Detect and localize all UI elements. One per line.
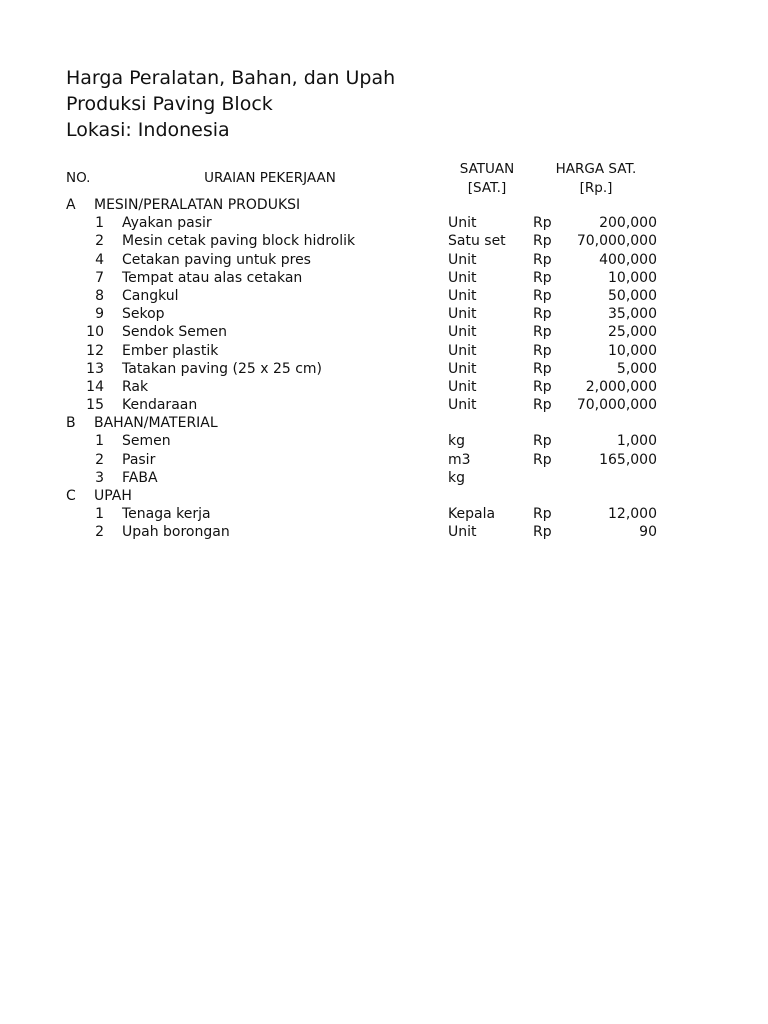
section-code: B — [66, 415, 76, 432]
section-row — [0, 487, 768, 505]
item-description: Sekop — [122, 306, 165, 323]
item-number: 8 — [95, 287, 104, 304]
item-description: Sendok Semen — [122, 324, 228, 341]
section-title: MESIN/PERALATAN PRODUKSI — [94, 197, 301, 213]
item-price: 400,000 — [599, 251, 657, 268]
item-price: 200,000 — [599, 215, 657, 232]
item-price: 90 — [639, 524, 657, 541]
item-unit: Unit — [448, 360, 477, 377]
item-unit: Unit — [448, 324, 477, 341]
item-currency: Rp — [533, 397, 552, 414]
item-description: Tenaga kerja — [122, 506, 211, 523]
table-row — [0, 287, 768, 305]
item-price: 10,000 — [608, 342, 657, 359]
item-unit: kg — [448, 433, 465, 450]
item-currency: Rp — [533, 269, 552, 286]
table-row — [0, 396, 768, 414]
item-unit: Unit — [448, 287, 477, 304]
item-unit: Unit — [448, 215, 477, 232]
item-description: Tempat atau alas cetakan — [122, 269, 303, 286]
item-unit: Unit — [448, 269, 477, 286]
item-currency: Rp — [533, 324, 552, 341]
item-description: Cangkul — [122, 287, 179, 304]
item-number: 9 — [95, 306, 104, 323]
table-row — [0, 523, 768, 541]
item-currency: Rp — [533, 287, 552, 304]
item-price: 2,000,000 — [585, 378, 657, 395]
item-description: Upah borongan — [122, 524, 230, 541]
item-price: 70,000,000 — [576, 233, 657, 250]
item-price: 35,000 — [608, 306, 657, 323]
item-number: 2 — [95, 524, 104, 541]
table-row — [0, 269, 768, 287]
item-currency: Rp — [533, 306, 552, 323]
table-row — [0, 251, 768, 269]
item-price: 25,000 — [608, 324, 657, 341]
item-number: 7 — [95, 269, 104, 286]
item-number: 2 — [95, 451, 104, 468]
table-row — [0, 451, 768, 469]
item-currency: Rp — [533, 233, 552, 250]
item-description: Tatakan paving (25 x 25 cm) — [122, 360, 323, 377]
item-number: 13 — [86, 360, 104, 377]
item-currency: Rp — [533, 251, 552, 268]
item-currency: Rp — [533, 451, 552, 468]
title-line-3: Lokasi: Indonesia — [66, 119, 230, 141]
item-unit: Unit — [448, 342, 477, 359]
item-number: 12 — [86, 342, 104, 359]
item-unit: Kepala — [448, 506, 496, 523]
section-title: BAHAN/MATERIAL — [94, 415, 218, 432]
item-number: 3 — [95, 469, 104, 486]
item-unit: kg — [448, 469, 465, 486]
item-price: 12,000 — [608, 506, 657, 523]
section-code: A — [66, 197, 76, 213]
section-title: UPAH — [94, 488, 132, 504]
item-price: 5,000 — [616, 360, 657, 377]
table-row — [0, 360, 768, 378]
item-description: Ayakan pasir — [122, 215, 212, 232]
header-no: NO. — [66, 170, 91, 186]
item-currency: Rp — [533, 433, 552, 450]
title-line-1: Harga Peralatan, Bahan, dan Upah — [66, 67, 396, 89]
item-description: Ember plastik — [122, 342, 219, 359]
item-number: 1 — [95, 506, 104, 523]
header-harga: HARGA SAT. — [555, 161, 637, 177]
item-unit: Unit — [448, 251, 477, 268]
item-currency: Rp — [533, 215, 552, 232]
table-row — [0, 432, 768, 450]
table-row — [0, 342, 768, 360]
section-code: C — [66, 488, 76, 504]
section-row — [0, 196, 768, 214]
item-currency: Rp — [533, 378, 552, 395]
header-satuan: SATUAN — [459, 161, 515, 177]
item-description: FABA — [122, 469, 158, 486]
item-number: 1 — [95, 215, 104, 232]
item-number: 14 — [86, 378, 104, 395]
item-price: 70,000,000 — [576, 397, 657, 414]
item-description: Rak — [122, 378, 149, 395]
table-row — [0, 323, 768, 341]
table-row — [0, 469, 768, 487]
table-row — [0, 232, 768, 250]
item-number: 2 — [95, 233, 104, 250]
price-table-body — [0, 196, 768, 542]
item-description: Cetakan paving untuk pres — [122, 251, 311, 268]
item-description: Pasir — [122, 451, 156, 468]
title-line-2: Produksi Paving Block — [66, 93, 273, 115]
header-satuan-unit: [SAT.] — [467, 180, 507, 196]
header-uraian: URAIAN PEKERJAAN — [204, 170, 336, 186]
item-unit: Satu set — [448, 233, 506, 250]
section-row — [0, 414, 768, 432]
header-harga-unit: [Rp.] — [579, 180, 613, 196]
item-description: Semen — [122, 433, 171, 450]
item-price: 10,000 — [608, 269, 657, 286]
item-number: 4 — [95, 251, 104, 268]
item-currency: Rp — [533, 524, 552, 541]
item-unit: Unit — [448, 524, 477, 541]
item-price: 1,000 — [616, 433, 657, 450]
item-number: 10 — [86, 324, 104, 341]
item-price: 165,000 — [599, 451, 657, 468]
item-description: Mesin cetak paving block hidrolik — [122, 233, 356, 250]
table-row — [0, 305, 768, 323]
item-unit: Unit — [448, 306, 477, 323]
item-number: 15 — [86, 397, 104, 414]
item-description: Kendaraan — [122, 397, 198, 414]
item-currency: Rp — [533, 360, 552, 377]
item-unit: m3 — [448, 451, 471, 468]
table-row — [0, 214, 768, 232]
item-unit: Unit — [448, 378, 477, 395]
item-currency: Rp — [533, 506, 552, 523]
item-number: 1 — [95, 433, 104, 450]
item-price: 50,000 — [608, 287, 657, 304]
item-currency: Rp — [533, 342, 552, 359]
table-row — [0, 378, 768, 396]
item-unit: Unit — [448, 397, 477, 414]
table-row — [0, 505, 768, 523]
